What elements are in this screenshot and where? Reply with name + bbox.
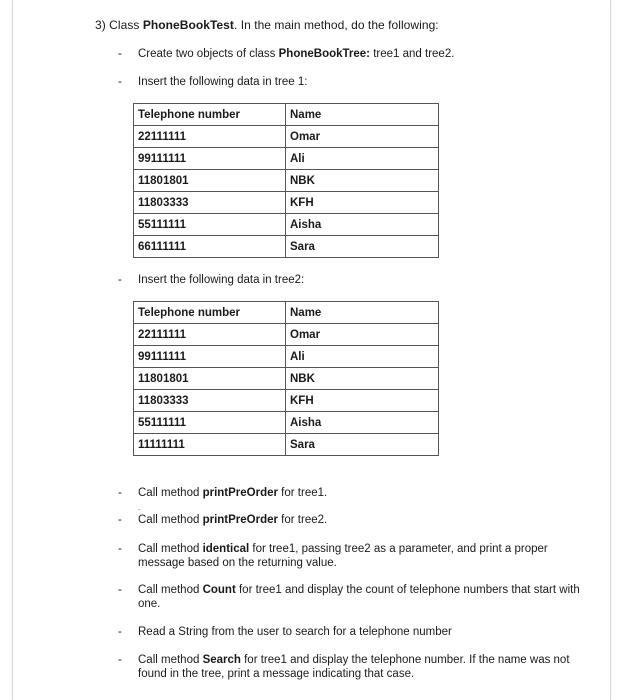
tree1-data-table <box>133 103 439 258</box>
name-cell: NBK <box>286 368 439 390</box>
telephone-cell: 99111111 <box>134 346 286 368</box>
telephone-cell: 22111111 <box>134 126 286 148</box>
name-cell: Aisha <box>286 412 439 434</box>
telephone-cell: 99111111 <box>134 148 286 170</box>
name-cell: Omar <box>286 324 439 346</box>
column-header-telephone: Telephone number <box>134 104 286 126</box>
name-cell: KFH <box>286 390 439 412</box>
telephone-cell: 11801801 <box>134 368 286 390</box>
telephone-cell: 11803333 <box>134 390 286 412</box>
section-heading: 3) Class PhoneBookTest. In the main method, do the following: <box>95 18 439 32</box>
table-header-row <box>134 104 439 126</box>
table-header-row <box>134 302 439 324</box>
table-row <box>134 346 439 368</box>
telephone-cell: 22111111 <box>134 324 286 346</box>
name-cell: Sara <box>286 236 439 258</box>
table-row <box>134 170 439 192</box>
name-cell: KFH <box>286 192 439 214</box>
table-row <box>134 412 439 434</box>
telephone-cell: 55111111 <box>134 214 286 236</box>
table-row <box>134 192 439 214</box>
tree2-data-table <box>133 301 439 456</box>
name-cell: NBK <box>286 170 439 192</box>
stray-mark: . <box>138 503 141 512</box>
table-row <box>134 148 439 170</box>
name-cell: Ali <box>286 346 439 368</box>
telephone-cell: 11111111 <box>134 434 286 456</box>
table-row <box>134 368 439 390</box>
name-cell: Ali <box>286 148 439 170</box>
telephone-cell: 55111111 <box>134 412 286 434</box>
column-header-telephone: Telephone number <box>134 302 286 324</box>
table-row <box>134 390 439 412</box>
column-header-name: Name <box>286 302 439 324</box>
telephone-cell: 11803333 <box>134 192 286 214</box>
table-row <box>134 434 439 456</box>
table-row <box>134 126 439 148</box>
class-name: PhoneBookTest <box>142 18 234 32</box>
table-row <box>134 214 439 236</box>
name-cell: Omar <box>286 126 439 148</box>
name-cell: Aisha <box>286 214 439 236</box>
table-row <box>134 236 439 258</box>
telephone-cell: 11801801 <box>134 170 286 192</box>
column-header-name: Name <box>286 104 439 126</box>
table-row <box>134 324 439 346</box>
name-cell: Sara <box>286 434 439 456</box>
telephone-cell: 66111111 <box>134 236 286 258</box>
